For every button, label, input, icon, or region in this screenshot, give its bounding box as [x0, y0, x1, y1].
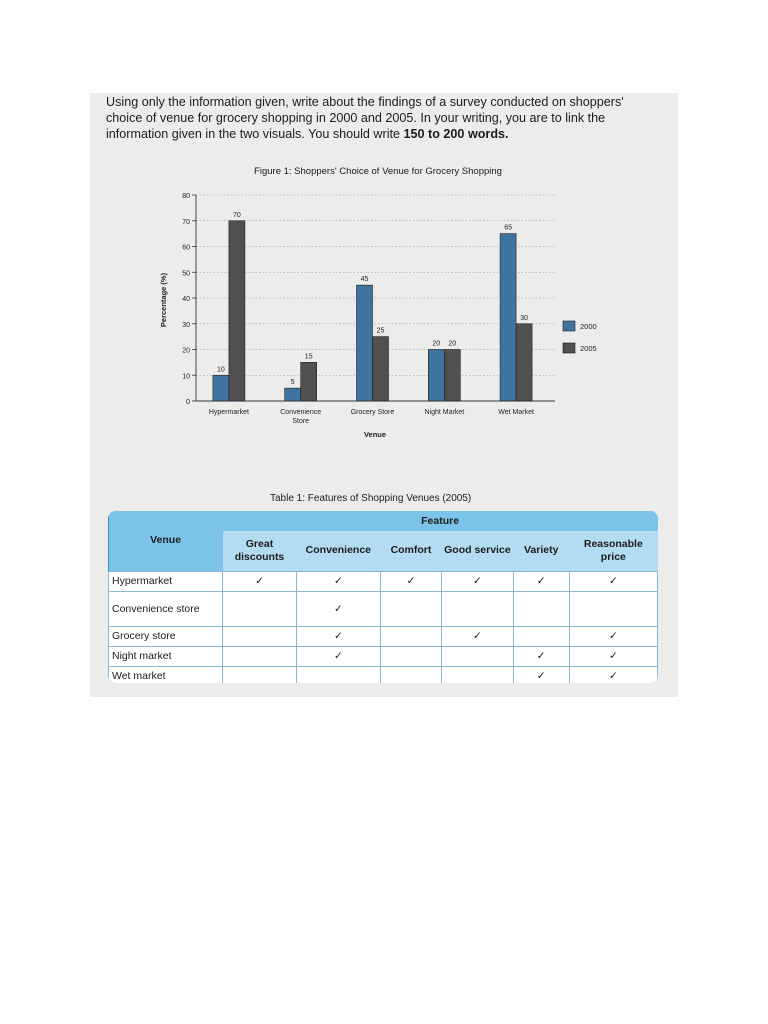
venue-name: Hypermarket — [109, 571, 223, 591]
y-tick-label: 60 — [182, 244, 190, 252]
feature-check-cell — [442, 666, 514, 683]
feature-column-header: Convenience — [296, 531, 380, 571]
y-tick-label: 40 — [182, 296, 190, 303]
feature-check-cell — [569, 591, 657, 626]
feature-check-cell — [513, 591, 569, 626]
y-tick-label: 10 — [182, 373, 190, 381]
feature-check-cell — [442, 646, 514, 666]
y-tick-label: 50 — [182, 270, 190, 278]
feature-column-header: Variety — [513, 531, 569, 571]
bar-value-label: 20 — [448, 340, 457, 348]
bar-value-label: 5 — [290, 379, 295, 387]
feature-check-cell: ✓ — [513, 571, 569, 591]
venue-name: Convenience store — [109, 591, 223, 626]
feature-check-cell — [380, 591, 441, 626]
feature-check-cell: ✓ — [569, 646, 657, 666]
feature-check-cell — [380, 626, 441, 646]
y-tick-label: 0 — [186, 399, 190, 406]
feature-check-cell — [442, 591, 514, 626]
feature-check-cell: ✓ — [296, 571, 380, 591]
feature-group-header: Feature — [223, 511, 658, 531]
bar-value-label: 65 — [504, 224, 512, 232]
x-axis-label: Venue — [363, 430, 387, 439]
y-tick-label: 70 — [182, 218, 190, 226]
feature-check-cell: ✓ — [569, 571, 657, 591]
feature-column-header: Comfort — [380, 531, 441, 571]
venue-column-header: Venue — [109, 511, 223, 571]
y-tick-label: 30 — [182, 321, 190, 329]
legend-label: 2000 — [580, 322, 597, 331]
bar-value-label: 30 — [520, 314, 528, 322]
bar-value-label: 10 — [217, 366, 225, 374]
table-row — [109, 646, 658, 666]
x-tick-label: Hypermarket — [208, 409, 249, 416]
word-count: 150 to 200 words. — [403, 127, 509, 141]
feature-check-cell: ✓ — [569, 626, 657, 646]
table-row — [109, 666, 658, 683]
table-row — [109, 591, 658, 626]
bar-value-label: 25 — [376, 327, 385, 335]
bar-value-label: 15 — [304, 353, 313, 361]
feature-check-cell: ✓ — [296, 626, 380, 646]
x-tick-label: Convenience — [280, 409, 322, 416]
task-prompt-text: Using only the information given, write about the findings of a survey conducted on shoppers' choice of venue for grocery shopping in 2000 and 2005. In your writing, you are to link the information given in the two visuals. You should write — [106, 95, 624, 141]
feature-check-cell — [296, 666, 380, 683]
feature-check-cell: ✓ — [569, 666, 657, 683]
x-tick-label: Night Market — [424, 409, 465, 416]
y-tick-label: 20 — [182, 347, 190, 355]
features-table — [108, 511, 658, 683]
y-axis-label: Percentage (%) — [159, 272, 168, 328]
feature-column-header: Good service — [442, 531, 514, 571]
table-row — [109, 626, 658, 646]
venue-name: Night market — [109, 646, 223, 666]
feature-column-header: Great discounts — [223, 531, 297, 571]
feature-check-cell — [223, 626, 297, 646]
features-table-frame — [108, 511, 658, 683]
feature-column-header: Reasonable price — [569, 531, 657, 571]
feature-check-cell — [223, 646, 297, 666]
feature-check-cell — [513, 626, 569, 646]
figure-title: Figure 1: Shoppers' Choice of Venue for Grocery Shopping — [254, 166, 502, 177]
feature-check-cell: ✓ — [296, 591, 380, 626]
venue-name: Wet market — [109, 666, 223, 683]
bar-value-label: 70 — [233, 211, 241, 219]
feature-check-cell — [380, 646, 441, 666]
feature-check-cell: ✓ — [513, 646, 569, 666]
feature-check-cell: ✓ — [442, 571, 514, 591]
feature-check-cell: ✓ — [223, 571, 297, 591]
y-tick-label: 80 — [182, 193, 190, 200]
bar-value-label: 20 — [432, 340, 441, 348]
x-tick-label: Grocery Store — [350, 409, 395, 416]
feature-check-cell — [223, 591, 297, 626]
feature-check-cell: ✓ — [380, 571, 441, 591]
x-tick-label: Wet Market — [498, 409, 534, 416]
venue-name: Grocery store — [109, 626, 223, 646]
task-prompt — [106, 94, 662, 142]
feature-check-cell — [380, 666, 441, 683]
legend-label: 2005 — [580, 344, 597, 353]
feature-check-cell — [223, 666, 297, 683]
bar-value-label: 45 — [360, 276, 369, 284]
table-title: Table 1: Features of Shopping Venues (2005) — [270, 493, 472, 504]
table-row — [109, 571, 658, 591]
x-tick-label: Store — [292, 418, 310, 425]
feature-check-cell: ✓ — [442, 626, 514, 646]
feature-check-cell: ✓ — [296, 646, 380, 666]
feature-check-cell: ✓ — [513, 666, 569, 683]
